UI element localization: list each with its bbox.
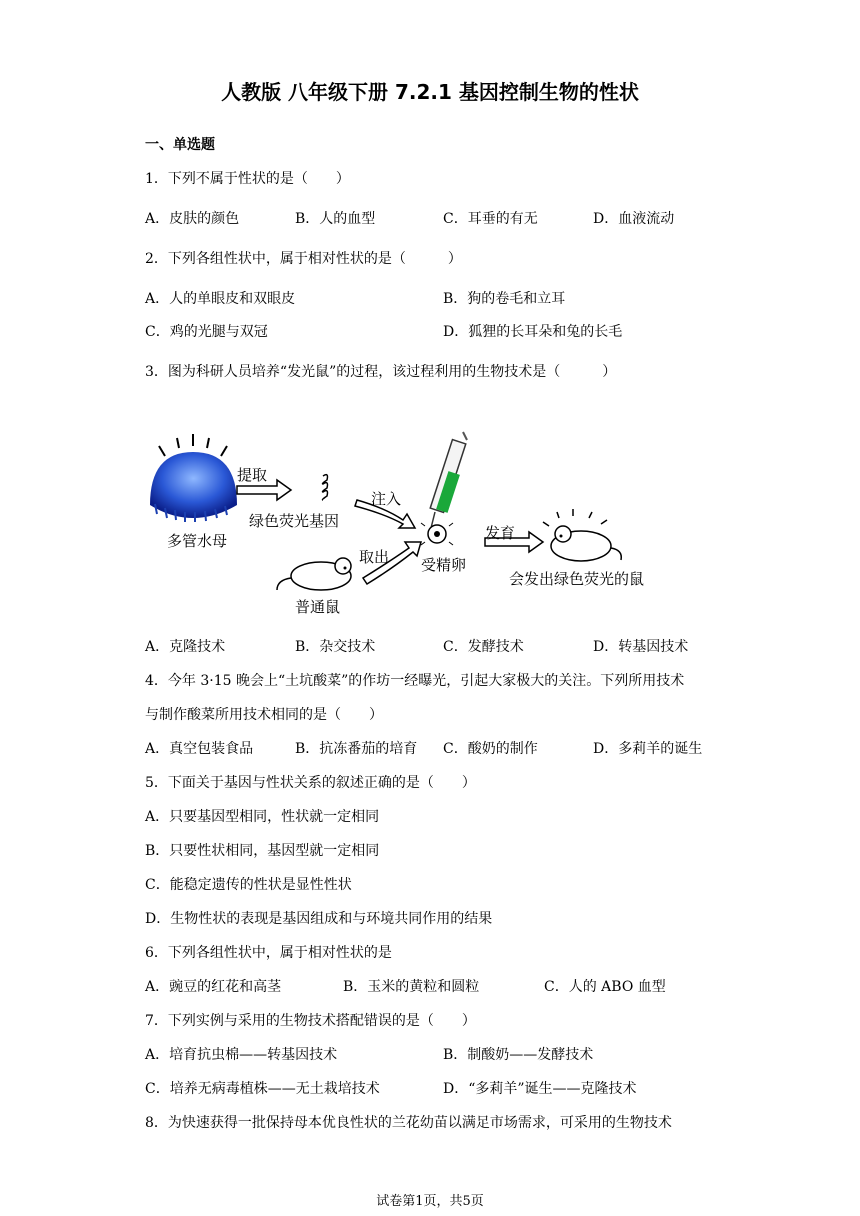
question-1-option-d: D．血液流动	[593, 211, 675, 227]
jellyfish-icon	[150, 434, 237, 522]
page-footer: 试卷第1页，共5页	[376, 1194, 484, 1209]
question-4-option-c: C．酸奶的制作	[443, 741, 538, 757]
question-6-stem: 6．下列各组性状中，属于相对性状的是	[145, 945, 392, 961]
question-6-option-a: A．豌豆的红花和高茎	[145, 979, 282, 995]
glowing-mouse-icon	[543, 509, 621, 561]
question-6-option-b: B．玉米的黄粒和圆粒	[343, 979, 480, 995]
question-1-option-a: A．皮肤的颜色	[145, 211, 240, 227]
label-jellyfish: 多管水母	[167, 532, 228, 550]
label-extract: 提取	[237, 466, 268, 484]
question-7-stem: 7．下列实例与采用的生物技术搭配错误的是（ ）	[145, 1013, 476, 1029]
question-3-stem: 3．图为科研人员培养“发光鼠”的过程，该过程利用的生物技术是（ ）	[145, 364, 617, 380]
label-glowing-mouse: 会发出绿色荧光的鼠	[509, 570, 645, 588]
question-3-option-c: C．发酵技术	[443, 639, 524, 655]
question-7-option-c: C．培养无病毒植株——无土栽培技术	[145, 1081, 380, 1097]
question-3-option-b: B．杂交技术	[295, 639, 376, 655]
label-develop: 发育	[485, 524, 516, 542]
question-4-option-a: A．真空包装食品	[145, 741, 254, 757]
question-8-stem: 8．为快速获得一批保持母本优良性状的兰花幼苗以满足市场需求，可采用的生物技术	[145, 1115, 672, 1131]
question-5-stem: 5．下面关于基因与性状关系的叙述正确的是（ ）	[145, 775, 476, 791]
syringe-icon	[430, 432, 467, 528]
question-5-option-c: C．能稳定遗传的性状是显性性状	[145, 877, 352, 893]
question-1-option-c: C．耳垂的有无	[443, 211, 538, 227]
fertilized-egg-icon	[421, 523, 453, 545]
section-heading: 一、单选题	[145, 137, 215, 153]
label-gene: 绿色荧光基因	[249, 512, 340, 530]
label-ordinary-mouse: 普通鼠	[295, 598, 341, 616]
question-1-option-b: B．人的血型	[295, 211, 376, 227]
question-4-stem-continued: 与制作酸菜所用技术相同的是（ ）	[145, 707, 383, 723]
question-2-option-c: C．鸡的光腿与双冠	[145, 324, 268, 340]
question-6-option-c: C．人的 ABO 血型	[544, 979, 666, 995]
question-5-option-d: D．生物性状的表现是基因组成和与环境共同作用的结果	[145, 911, 493, 927]
question-2-stem: 2．下列各组性状中，属于相对性状的是（ ）	[145, 251, 462, 267]
question-5-option-a: A．只要基因型相同，性状就一定相同	[145, 809, 380, 825]
label-inject: 注入	[371, 490, 402, 508]
question-2-option-a: A．人的单眼皮和双眼皮	[145, 291, 296, 307]
question-1-stem: 1．下列不属于性状的是（ ）	[145, 171, 350, 187]
page-title: 人教版 八年级下册 7.2.1 基因控制生物的性状	[221, 80, 639, 104]
glowing-mouse-diagram	[145, 430, 705, 620]
question-7-option-a: A．培育抗虫棉——转基因技术	[145, 1047, 338, 1063]
ordinary-mouse-icon	[277, 558, 351, 590]
question-2-option-b: B．狗的卷毛和立耳	[443, 291, 566, 307]
question-5-option-b: B．只要性状相同，基因型就一定相同	[145, 843, 380, 859]
gene-coil-icon	[323, 475, 328, 500]
question-4-stem: 4．今年 3·15 晚会上“土坑酸菜”的作坊一经曝光，引起大家极大的关注。下列所用技术	[145, 673, 685, 689]
question-3-option-d: D．转基因技术	[593, 639, 689, 655]
question-2-option-d: D．狐狸的长耳朵和兔的长毛	[443, 324, 623, 340]
question-3-option-a: A．克隆技术	[145, 639, 226, 655]
question-7-option-d: D．“多莉羊”诞生——克隆技术	[443, 1081, 637, 1097]
label-take-out: 取出	[359, 548, 390, 566]
label-fertilized-egg: 受精卵	[421, 556, 467, 574]
question-4-option-d: D．多莉羊的诞生	[593, 741, 703, 757]
question-7-option-b: B．制酸奶——发酵技术	[443, 1047, 594, 1063]
question-4-option-b: B．抗冻番茄的培育	[295, 741, 418, 757]
